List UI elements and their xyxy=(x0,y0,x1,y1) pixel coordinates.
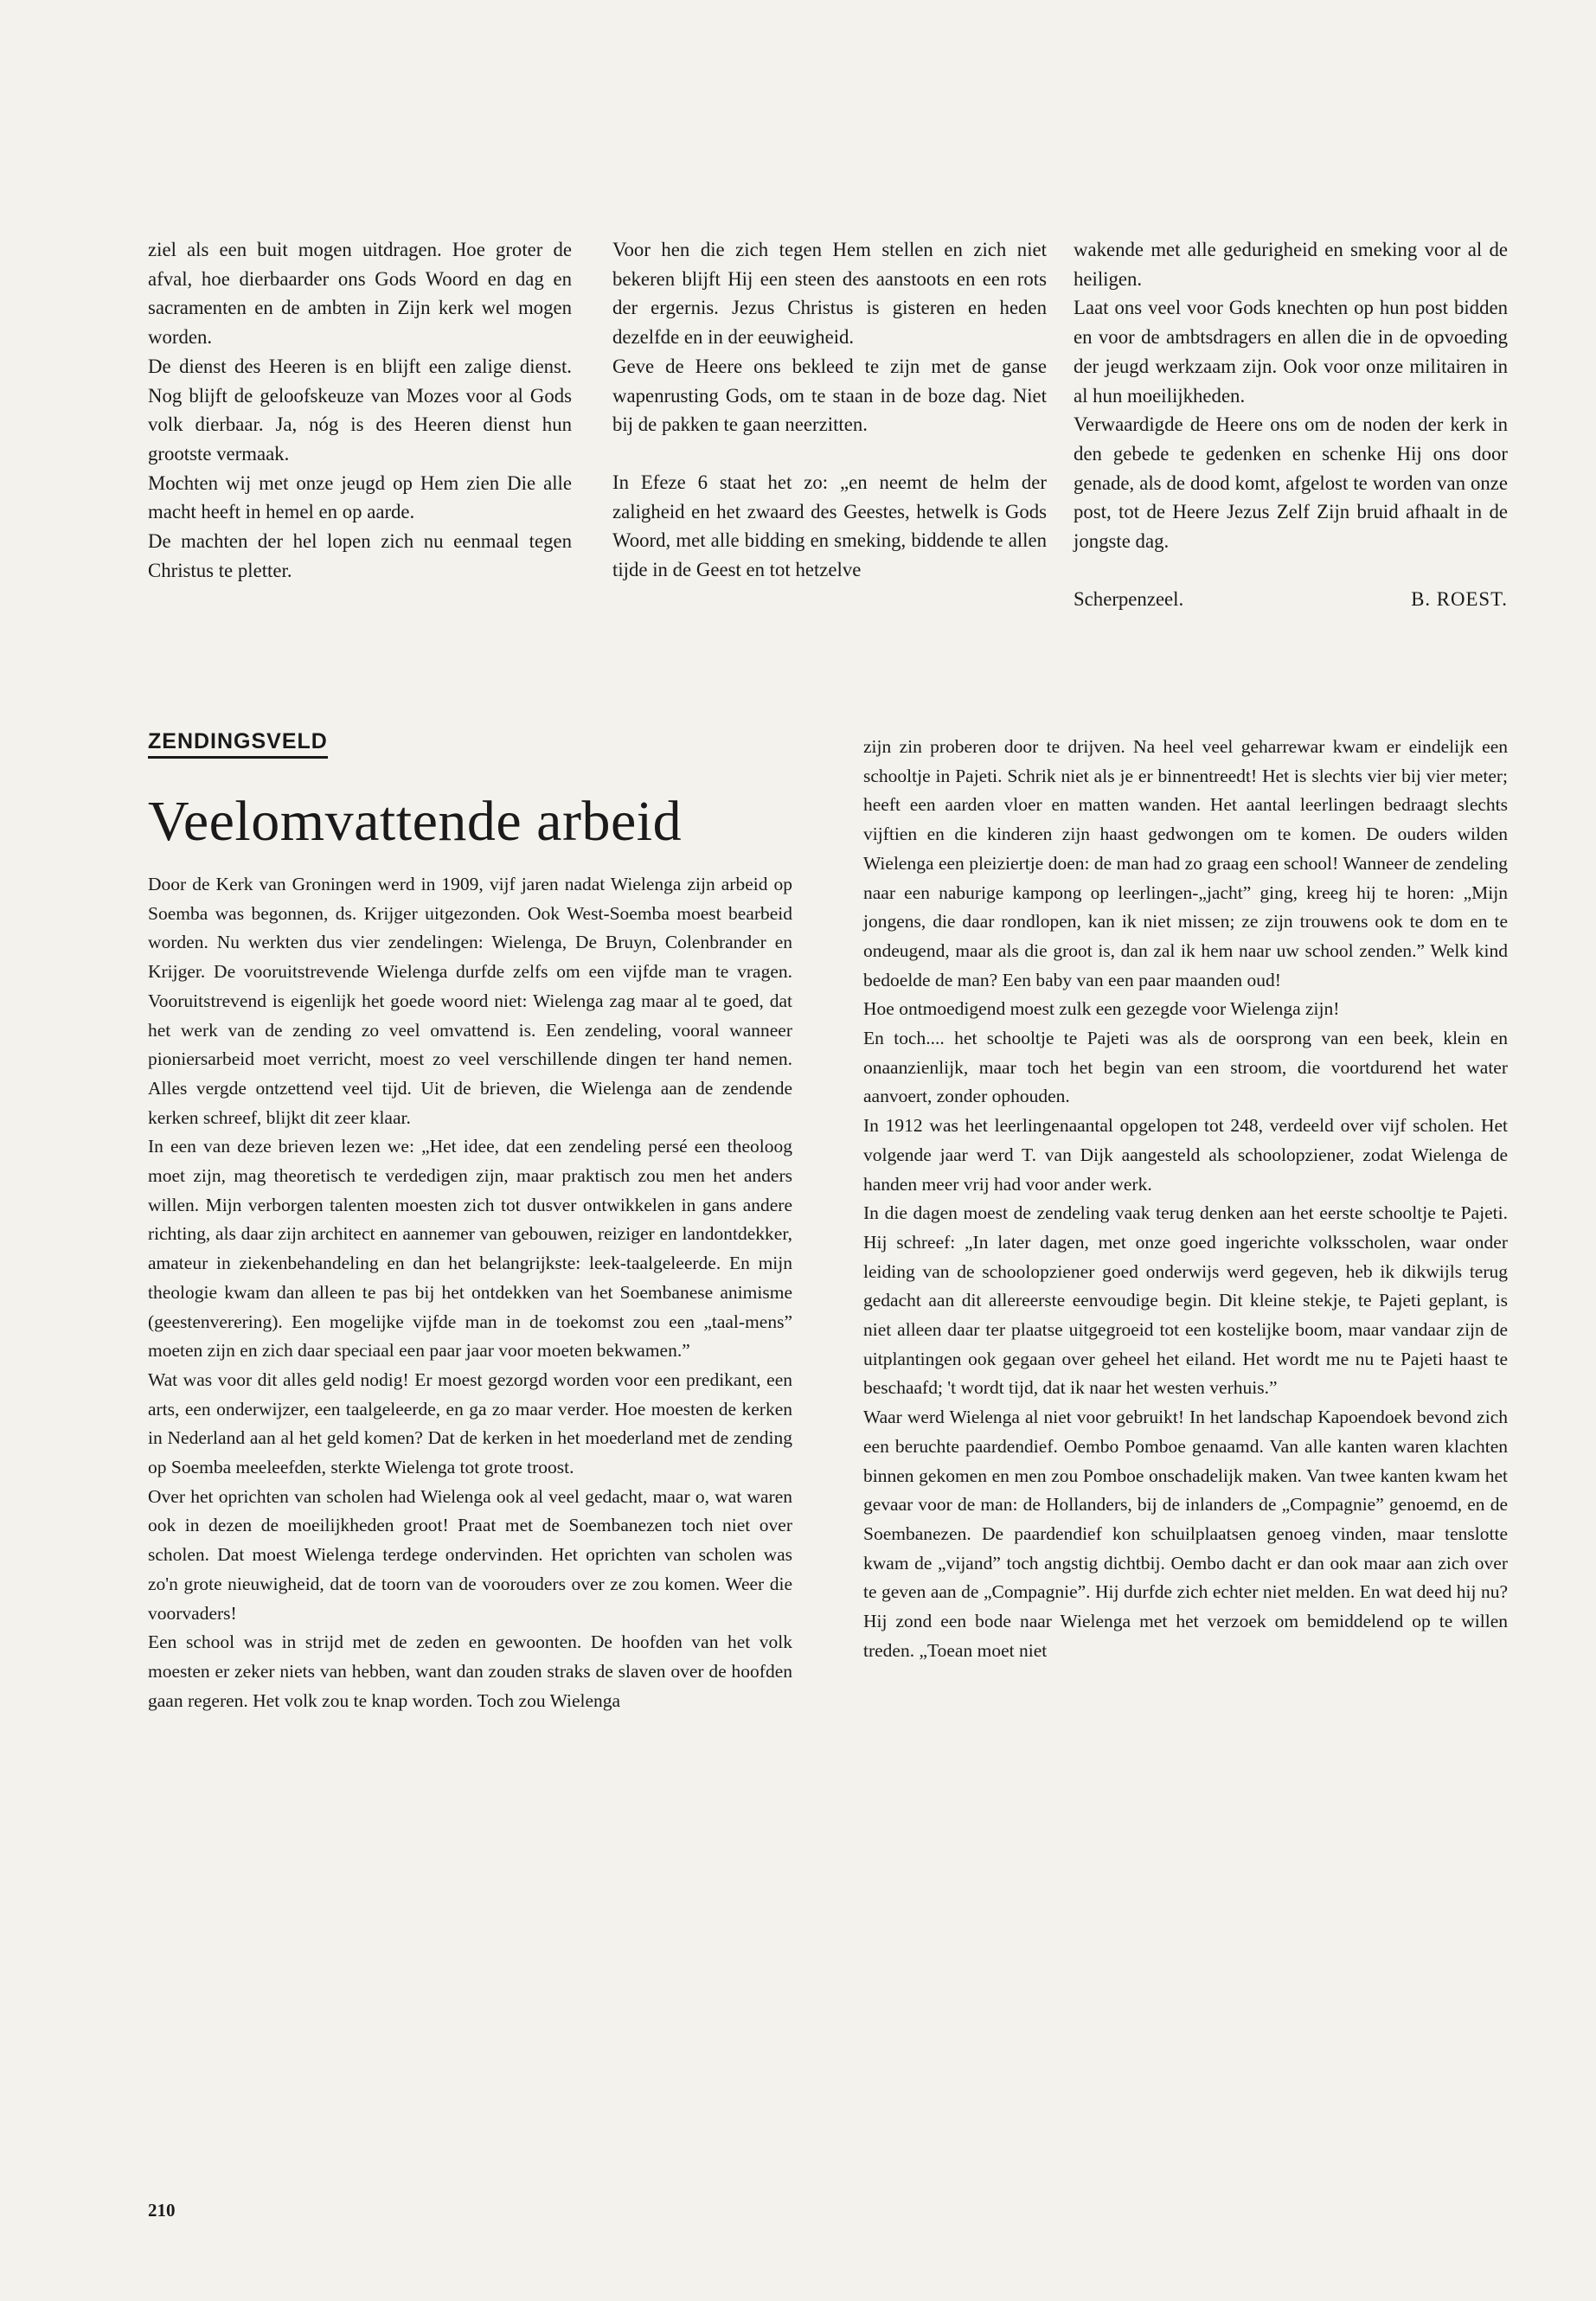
paragraph: Een school was in strijd met de zeden en gewoonten. De hoofden van het volk moesten er zeker niets van hebben, want dan zouden straks de slaven over de hoofden gaan regeren. Het volk zou te knap worden. Toch zou Wielenga xyxy=(148,1631,792,1711)
signature-place: Scherpenzeel. xyxy=(1074,587,1184,610)
paragraph: wakende met alle gedurigheid en smeking voor al de heiligen. xyxy=(1074,239,1508,290)
paragraph: Door de Kerk van Groningen werd in 1909, vijf jaren nadat Wielenga zijn arbeid op Soemba was begonnen, ds. Krijger uitgezonden. Ook West-Soemba moest bearbeid worden. Nu werkten dus vier zendelingen: Wielenga, De Bruyn, Colenbrander en Krijger. De vooruitstrevende Wielenga durfde zelfs om een vijfde man te vragen. Vooruitstrevend is eigenlijk het goede woord niet: Wielenga zag maar al te goed, dat het werk van de zending zo veel omvattend is. Een zendeling, vooral wanneer pioniersarbeid moet verricht, moest zo veel verschillende dingen ter hand nemen. Alles vergde ontzettend veel tijd. Uit de brieven, die Wielenga aan de zendende kerken schreef, blijkt dit zeer klaar. xyxy=(148,874,792,1128)
paragraph: Wat was voor dit alles geld nodig! Er moest gezorgd worden voor een predikant, een arts, een onderwijzer, een taalgeleerde, en ga zo maar verder. Hoe moesten de kerken in Nederland aan al het geld komen? Dat de kerken in het moederland met de zending op Soemba meeleefden, sterkte Wielenga tot grote troost. xyxy=(148,1368,792,1478)
article-column-left xyxy=(148,870,792,1715)
paragraph: Waar werd Wielenga al niet voor gebruikt! In het landschap Kapoendoek bevond zich een beruchte paardendief. Oembo Pomboe genaamd. Van alle kanten waren klachten binnen gekomen en men zou Pomboe onschadelijk maken. Van twee kanten kwam het gevaar voor de man: de Hollanders, bij de inlanders de „Compagnie” genoemd, en de Soembanezen. De paardendief kon schuilplaatsen genoeg vinden, maar tenslotte kwam de „vijand” toch angstig dichtbij. Oembo dacht er dan ook maar aan zich over te geven aan de „Compagnie”. Hij durfde zich echter niet melden. En wat deed hij nu? Hij zond een bode naar Wielenga met het verzoek om bemiddelend op te willen treden. „Toean moet niet xyxy=(863,1407,1508,1661)
paragraph: Over het oprichten van scholen had Wielenga ook al veel gedacht, maar o, wat waren ook in dezen de moeilijkheden groot! Praat met de Soembanezen toch niet over scholen. Dat moest Wielenga terdege ondervinden. Het oprichten van scholen was zo'n grote nieuwigheid, dat de toorn van de voorouders over ze zou komen. Weer die voorvaders! xyxy=(148,1485,792,1624)
paragraph: Mochten wij met onze jeugd op Hem zien Die alle macht heeft in hemel en op aarde. xyxy=(148,471,572,523)
paragraph: In 1912 was het leerlingenaantal opgelopen tot 248, verdeeld over vijf scholen. Het volgende jaar werd T. van Dijk aangesteld als schoolopziener, zodat Wielenga de handen meer vrij had voor ander werk. xyxy=(863,1115,1508,1195)
top-column-3 xyxy=(1074,235,1508,613)
top-column-2 xyxy=(612,235,1047,585)
paragraph: De machten der hel lopen zich nu eenmaal tegen Christus te pletter. xyxy=(148,530,572,581)
signature xyxy=(1074,585,1508,614)
paragraph: Verwaardigde de Heere ons om de noden der kerk in den gebede te gedenken en schenke Hij ons door genade, als de dood komt, afgelost te worden van onze post, tot de Heere Jezus Zelf Zijn bruid afhaalt in de jongste dag. xyxy=(1074,413,1508,553)
signature-author: B. ROEST. xyxy=(1411,587,1508,610)
paragraph: En toch.... het schooltje te Pajeti was als de oorsprong van een beek, klein en onaanzienlijk, maar toch het begin van een stroom, die voortdurend het water aanvoert, zonder ophouden. xyxy=(863,1028,1508,1107)
paragraph: Hoe ontmoedigend moest zulk een gezegde voor Wielenga zijn! xyxy=(863,998,1340,1020)
paragraph: Geve de Heere ons bekleed te zijn met de ganse wapenrusting Gods, om te staan in de boze dag. Niet bij de pakken te gaan neerzitten. xyxy=(612,355,1047,436)
top-column-1 xyxy=(148,235,572,585)
article-title: Veelomvattende arbeid xyxy=(148,790,683,853)
paragraph: ziel als een buit mogen uitdragen. Hoe groter de afval, hoe dierbaarder ons Gods Woord en dag en sacramenten en de ambten in Zijn kerk wel mogen worden. xyxy=(148,239,572,349)
paragraph: Laat ons veel voor Gods knechten op hun post bidden en voor de ambtsdragers en allen die in de opvoeding der jeugd werkzaam zijn. Ook voor onze militairen in al hun moeilijkheden. xyxy=(1074,297,1508,407)
paragraph: In Efeze 6 staat het zo: „en neemt de helm der zaligheid en het zwaard des Geestes, hetwelk is Gods Woord, met alle bidding en smeking, biddende te allen tijde in de Geest en tot hetzelve xyxy=(612,471,1047,581)
paragraph: zijn zin proberen door te drijven. Na heel veel geharrewar kwam er eindelijk een schooltje in Pajeti. Schrik niet als je er binnentreedt! Het is slechts vier bij vier meter; heeft een aarden vloer en matten wanden. Het aantal leerlingen bedraagt slechts vijftien en die kinderen zijn haast gedwongen om te komen. De ouders wilden Wielenga een pleiziertje doen: de man had zo graag een school! Wanneer de zendeling naar een naburige kampong op leerlingen-„jacht” ging, kreeg hij te horen: „Mijn jongens, die daar rondlopen, kan ik niet missen; ze zijn trouwens ook te dom en te ondeugend, maar als die groot is, dan zal ik hem naar uw school zenden.” Welk kind bedoelde de man? Een baby van een paar maanden oud! xyxy=(863,736,1508,990)
paragraph: In een van deze brieven lezen we: „Het idee, dat een zendeling persé een theoloog moet zijn, mag theoretisch te verdedigen zijn, maar praktisch zou men het anders willen. Mijn verborgen talenten moesten zich tot dusver ontwikkelen in gans andere richting, als daar zijn architect en aannemer van gebouwen, reiziger en landontdekker, amateur in ziekenbehandeling en dan het belangrijkste: leek-taalgeleerde. En mijn theologie kwam dan alleen te pas bij het ontdekken van het Soembanese animisme (geestenverering). Een mogelijke vijfde man in de toekomst zou een „taal-mens” moeten zijn en zich daar speciaal een paar jaar voor moeten bekwamen.” xyxy=(148,1136,792,1362)
paragraph: In die dagen moest de zendeling vaak terug denken aan het eerste schooltje te Pajeti. Hij schreef: „In later dagen, met onze goed ingerichte volksscholen, waar onder leiding van de schoolopziener goed onderwijs werd gegeven, heb ik dikwijls terug gedacht aan dit allereerste eenvoudige begin. Dit kleine stekje, te Pajeti geplant, is niet alleen daar ter plaatse uitgegroeid tot een kostelijke boom, maar vandaar zijn de uitplantingen ook gegaan over geheel het eiland. Het wordt me nu te Pajeti haast te beschaafd; 't wordt tijd, dat ik naar het westen verhuis.” xyxy=(863,1202,1508,1399)
paragraph: Voor hen die zich tegen Hem stellen en zich niet bekeren blijft Hij een steen des aanstoots en een rots der ergernis. Jezus Christus is gisteren en heden dezelfde en in der eeuwigheid. xyxy=(612,239,1047,349)
paragraph: De dienst des Heeren is en blijft een zalige dienst. Nog blijft de geloofskeuze van Mozes voor al Gods volk dierbaar. Ja, nóg is des Heeren dienst hun grootste vermaak. xyxy=(148,355,572,465)
page-number: 210 xyxy=(148,2200,176,2221)
section-label: ZENDINGSVELD xyxy=(148,728,328,759)
article-column-right xyxy=(863,733,1508,1666)
